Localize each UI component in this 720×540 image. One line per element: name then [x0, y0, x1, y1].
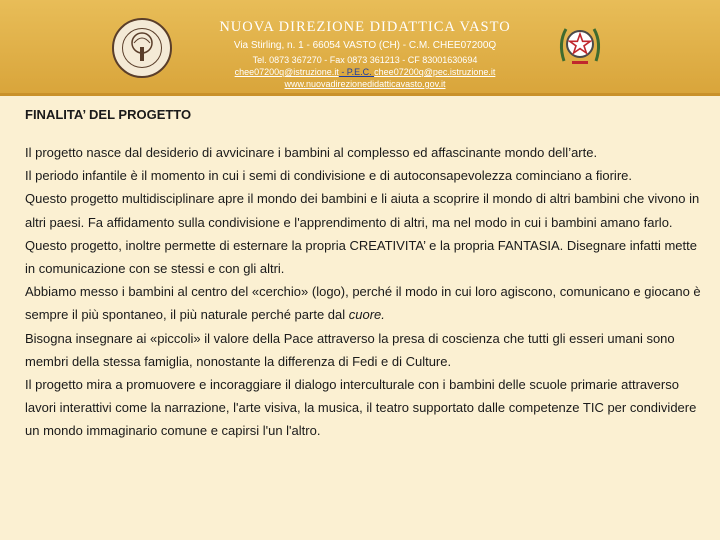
school-address: Via Stirling, n. 1 - 66054 VASTO (CH) - C.M. CHEE07200Q: [233, 40, 497, 51]
letterhead: [0, 0, 720, 96]
school-seal-logo: [112, 18, 172, 78]
paragraph: Il progetto mira a promuovere e incoraggiare il dialogo interculturale con i bambini delle scuole primarie attraverso lavori interattivi come la narrazione, l'arte visiva, la musica, il teatro supportato dalle competenze TIC per condividere un mondo immaginario comune e capirsi l'un l'altro.: [25, 377, 697, 439]
italian-republic-emblem: [556, 17, 604, 71]
paragraph: Bisogna insegnare ai «piccoli» il valore della Pace attraverso la presa di coscienza che tutti gli esseri umani sono membri della stessa famiglia, nonostante la differenza di Fedi e di Culture.: [25, 330, 675, 369]
website-link[interactable]: www.nuovadirezionedidatticavasto.gov.it: [284, 79, 446, 89]
paragraph-text: Abbiamo messo i bambini al centro del «cerchio» (logo), perché il modo in cui loro agiscono, comunicano e giocano è sempre il più spontaneo, il più naturale perché parte dal: [25, 284, 701, 323]
italic-word-cuore: cuore.: [348, 307, 385, 323]
email-link[interactable]: chee07200q@istruzione.it: [234, 67, 339, 77]
paragraph: Questo progetto multidisciplinare apre il mondo dei bambini e li aiuta a scoprire il mondo di altri bambini che vivono in altri paesi. Fa affidamento sulla condivisione e l'apprendimento di altri, ma nel modo in cui i bambini amano farlo.: [25, 191, 700, 230]
paragraph: Il progetto nasce dal desiderio di avvicinare i bambini al complesso ed affascinante mondo dell’arte.: [25, 145, 598, 160]
pec-separator: - P.E.C.: [338, 67, 375, 77]
section-title: FINALITA’ DEL PROGETTO: [25, 107, 192, 122]
school-phones: Tel. 0873 367270 - Fax 0873 361213 - CF 83001630694: [252, 55, 478, 65]
school-emails: [180, 67, 550, 77]
seal-tree-emblem: [122, 28, 162, 68]
paragraph: [25, 280, 705, 326]
pec-email-link[interactable]: chee07200q@pec.istruzione.it: [374, 67, 496, 77]
school-name: NUOVA DIREZIONE DIDATTICA VASTO: [219, 19, 511, 35]
paragraph: Questo progetto, inoltre permette di esternare la propria CREATIVITA’ e la propria FANTASIA. Disegnare infatti mette in comunicazione con se stessi e con gli altri.: [25, 237, 697, 277]
project-description: [25, 141, 705, 443]
paragraph: Il periodo infantile è il momento in cui i semi di condivisione e di autoconsapevolezza cominciano a fiorire.: [25, 168, 632, 184]
